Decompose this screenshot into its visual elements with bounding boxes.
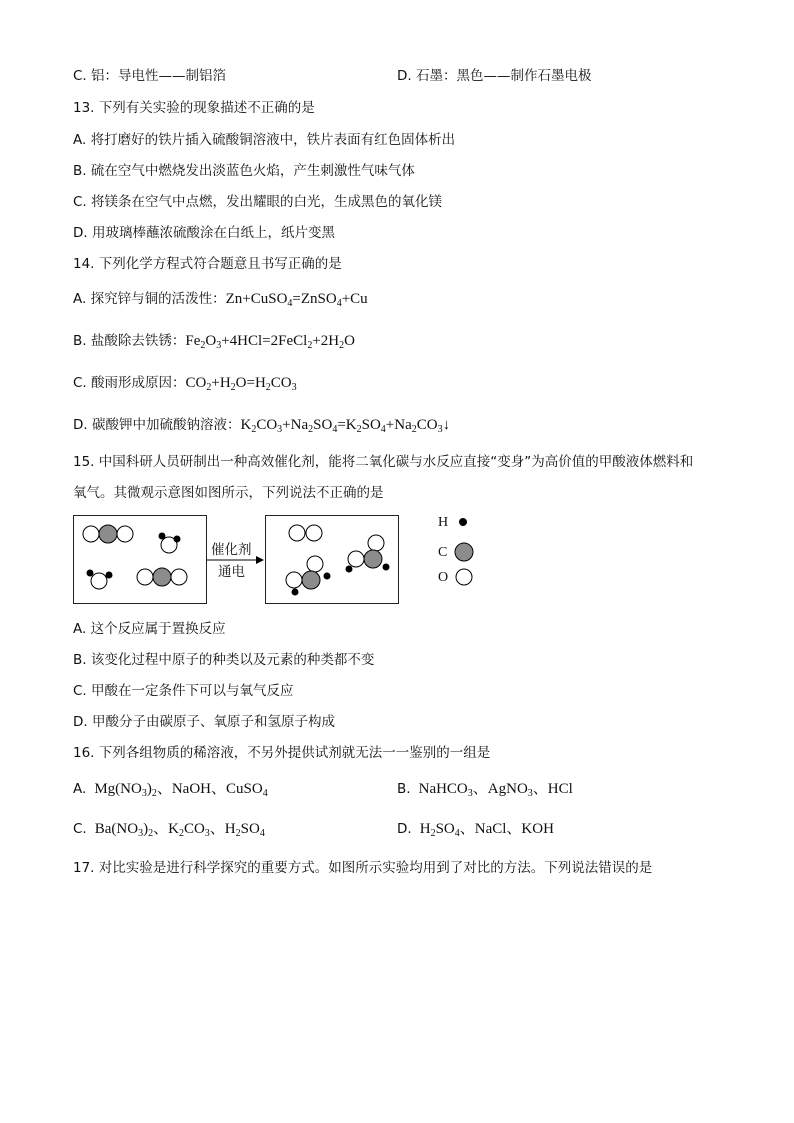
hydrogen-atom bbox=[292, 589, 299, 596]
q12-option-d: D. 石墨：黑色——制作石墨电极 bbox=[397, 68, 592, 84]
q13-option-a: A. 将打磨好的铁片插入硫酸铜溶液中，铁片表面有红色固体析出 bbox=[73, 132, 456, 148]
formic-acid-molecule-2 bbox=[346, 535, 390, 573]
oxygen-atom bbox=[91, 573, 107, 589]
carbon-atom bbox=[99, 525, 117, 543]
q16-b-formula: NaHCO$_3$、AgNO$_3$、HCl bbox=[414, 781, 573, 799]
q16-c-label: C. bbox=[73, 821, 87, 837]
q12-option-c: C. 铝：导电性——制铝箔 bbox=[73, 68, 227, 84]
q16-option-a bbox=[73, 780, 268, 798]
q13-option-c: C. 将镁条在空气中点燃，发出耀眼的白光，生成黑色的氧化镁 bbox=[73, 194, 443, 210]
q13-option-b: B. 硫在空气中燃烧发出淡蓝色火焰，产生刺激性气味气体 bbox=[73, 163, 415, 179]
hydrogen-atom bbox=[87, 570, 94, 577]
q16-d-label: D. bbox=[397, 821, 412, 837]
q16-a-label: A. bbox=[73, 781, 87, 797]
q16-b-label: B. bbox=[397, 781, 411, 797]
q15-option-d: D. 甲酸分子由碳原子、氧原子和氢原子构成 bbox=[73, 714, 335, 730]
catalyst-label: 催化剂 bbox=[211, 542, 252, 558]
oxygen-atom bbox=[348, 551, 364, 567]
oxygen-atom bbox=[171, 569, 187, 585]
hydrogen-atom bbox=[106, 572, 113, 579]
q16-d-formula: $H_2SO_4$、NaCl、KOH bbox=[415, 821, 554, 839]
q14-d-equation: $K_2CO_3+Na_2SO_4=K_2SO_4+Na_2CO_3↓$ bbox=[240, 417, 451, 435]
hydrogen-atom bbox=[324, 573, 331, 580]
hydrogen-atom bbox=[159, 533, 166, 540]
q14-a-label: A. 探究锌与铜的活泼性： bbox=[73, 291, 226, 307]
q14-a-equation: Zn+CuSO$_4$=ZnSO$_4$+Cu bbox=[225, 291, 368, 309]
q15-option-c: C. 甲酸在一定条件下可以与氧气反应 bbox=[73, 683, 294, 699]
hydrogen-atom bbox=[174, 536, 181, 543]
carbon-atom bbox=[302, 571, 320, 589]
legend-hydrogen-atom bbox=[459, 518, 467, 526]
legend-carbon-atom bbox=[455, 543, 473, 561]
q16-a-formula: $Mg(NO_3)_2$、NaOH、CuSO$_4$ bbox=[90, 781, 268, 799]
q15-option-b: B. 该变化过程中原子的种类以及元素的种类都不变 bbox=[73, 652, 375, 668]
formic-acid-molecule-1 bbox=[286, 556, 331, 596]
q16-stem: 16. 下列各组物质的稀溶液，不另外提供试剂就无法一一鉴别的一组是 bbox=[73, 745, 491, 761]
oxygen-atom bbox=[137, 569, 153, 585]
oxygen-atom bbox=[83, 526, 99, 542]
q15-stem-line2: 氧气。其微观示意图如图所示，下列说法不正确的是 bbox=[73, 485, 384, 501]
hydrogen-atom bbox=[383, 564, 390, 571]
carbon-atom bbox=[153, 568, 171, 586]
oxygen-atom bbox=[117, 526, 133, 542]
oxygen-atom bbox=[289, 525, 305, 541]
q15-option-a: A. 这个反应属于置换反应 bbox=[73, 621, 226, 637]
legend-o-label: O bbox=[438, 570, 449, 585]
oxygen-atom bbox=[307, 556, 323, 572]
oxygen-molecule bbox=[289, 525, 322, 541]
oxygen-atom bbox=[306, 525, 322, 541]
q16-option-d bbox=[397, 820, 554, 838]
legend-c-label: C bbox=[438, 545, 448, 560]
q17-stem: 17. 对比实验是进行科学探究的重要方式。如图所示实验均用到了对比的方法。下列说法错误的是 bbox=[73, 860, 653, 876]
q13-option-d: D. 用玻璃棒蘸浓硫酸涂在白纸上，纸片变黑 bbox=[73, 225, 335, 241]
water-molecule-2 bbox=[87, 570, 113, 590]
oxygen-atom bbox=[286, 572, 302, 588]
q16-option-c bbox=[73, 820, 265, 838]
legend-oxygen-atom bbox=[456, 569, 472, 585]
oxygen-atom bbox=[368, 535, 384, 551]
q16-option-b bbox=[397, 780, 573, 798]
q16-c-formula: $Ba(NO_3)_2$、$K_2CO_3$、$H_2SO_4$ bbox=[91, 821, 265, 839]
q14-b-label: B. 盐酸除去铁锈： bbox=[73, 333, 186, 349]
legend-h-label: H bbox=[438, 515, 449, 530]
q14-b-equation: $Fe_2O_3+4HCl=2FeCl_2+2H_2O$ bbox=[185, 333, 355, 351]
q14-d-label: D. 碳酸钾中加硫酸钠溶液： bbox=[73, 417, 241, 433]
reaction-arrow-head bbox=[256, 556, 264, 564]
carbon-atom bbox=[364, 550, 382, 568]
water-molecule-1 bbox=[159, 533, 181, 554]
q14-c-label: C. 酸雨形成原因： bbox=[73, 375, 186, 391]
q14-stem: 14. 下列化学方程式符合题意且书写正确的是 bbox=[73, 256, 342, 272]
q15-stem-line1: 15. 中国科研人员研制出一种高效催化剂，能将二氧化碳与水反应直接“变身”为高价值的甲酸液体燃料和 bbox=[73, 454, 694, 470]
co2-molecule-1 bbox=[83, 525, 133, 543]
hydrogen-atom bbox=[346, 566, 353, 573]
q14-c-equation: $CO_2+H_2O=H_2CO_3$ bbox=[185, 375, 297, 393]
q13-stem: 13. 下列有关实验的现象描述不正确的是 bbox=[73, 100, 315, 116]
co2-molecule-2 bbox=[137, 568, 187, 586]
electricity-label: 通电 bbox=[218, 564, 245, 580]
